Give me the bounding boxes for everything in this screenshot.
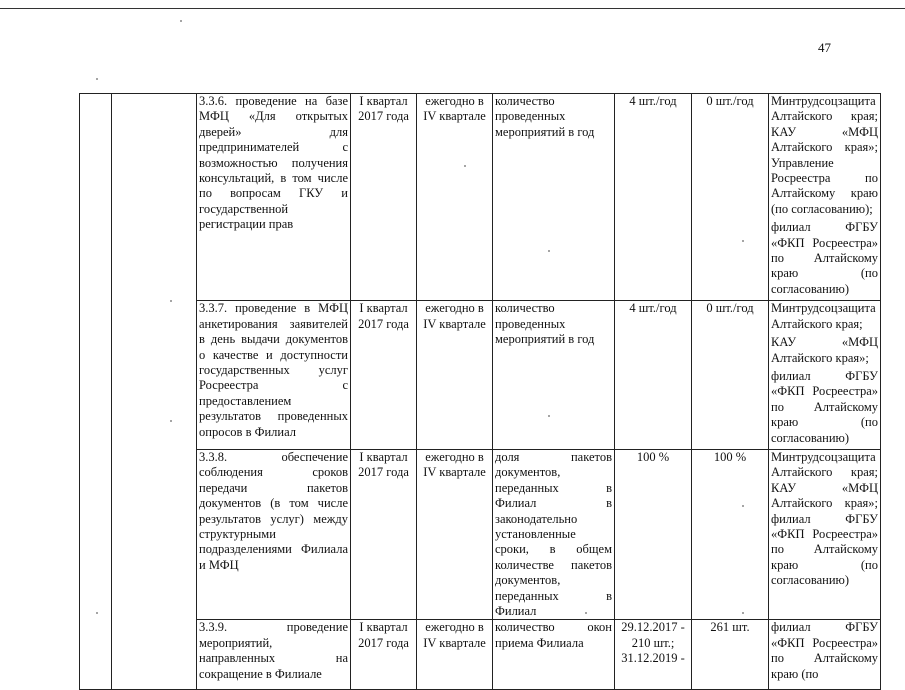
responsible-cell [769,94,881,301]
start-text: I квартал 2017 года [358,620,409,650]
number-column-cell [80,94,112,690]
section-column-cell [112,94,197,690]
start-cell: I квартал 2017 года [351,94,417,301]
target-value-cell: 100 % [615,449,692,619]
indicator-text: количество окон приема Филиала [495,620,612,650]
responsible-cell [769,301,881,450]
indicator-cell: количество проведенных мероприятий в год [493,94,615,301]
baseline-value-cell: 0 шт./год [692,301,769,450]
page-number: 47 [818,40,831,55]
table-row [80,301,881,450]
responsible-line: филиал ФГБУ «ФКП Росреестра» по Алтайскому краю (по согласованию) [771,368,878,445]
period-cell: ежегодно в IV квартале [417,94,493,301]
responsible-cell [769,620,881,690]
responsible-line: Минтрудсоцзащита Алтайского края; КАУ «МФЦ Алтайского края»; Управление Росреестра по Алтайскому краю (по согласованию); [771,94,878,216]
item-cell: 3.3.6. проведение на базе МФЦ «Для открытых дверей» для предпринимателей с возможностью получения консультаций, в том числе по вопросам ГКУ и государственной регистрации прав [197,94,351,301]
measures-table [79,93,881,690]
start-cell: I квартал 2017 года [351,449,417,619]
baseline-value-cell [692,620,769,690]
indicator-cell [493,620,615,690]
table-row [80,449,881,619]
responsible-line: Минтрудсоцзащита Алтайского края; [771,301,876,331]
responsible-cell [769,449,881,619]
baseline-value-cell: 0 шт./год [692,94,769,301]
baseline-text: 261 шт. [710,620,750,635]
top-rule [0,8,905,9]
period-cell [417,620,493,690]
target-value-cell [615,620,692,690]
start-cell: I квартал 2017 года [351,301,417,450]
baseline-value-cell: 100 % [692,449,769,619]
item-cell [197,620,351,690]
period-text: ежегодно в IV квартале [423,620,486,650]
item-text: 3.3.9. проведение мероприятий, направленных на сокращение в Филиале [199,620,348,681]
target-value-cell: 4 шт./год [615,94,692,301]
item-cell: 3.3.8. обеспечение соблюдения сроков передачи пакетов документов (в том числе результатов услуг) между структурными подразделениями Филиала и МФЦ [197,449,351,619]
responsible-line: филиал ФГБУ «ФКП Росреестра» по Алтайскому краю (по согласованию) [771,220,878,296]
responsible-line: Минтрудсоцзащита Алтайского края; КАУ «МФЦ Алтайского края»; филиал ФГБУ «ФКП Росреестра» по Алтайскому краю (по согласованию) [771,449,878,588]
table-row [80,94,881,301]
target-text: 29.12.2017 - 210 шт.; 31.12.2019 - [621,620,685,666]
item-cell: 3.3.7. проведение в МФЦ анкетирования заявителей в день выдачи документов о качестве и доступности государственных услуг Росреестра с предоставлением результатов проведенных опросов в Филиал [197,301,351,450]
start-cell [351,620,417,690]
responsible-line: КАУ «МФЦ Алтайского края»; [771,335,878,365]
period-cell: ежегодно в IV квартале [417,301,493,450]
period-cell: ежегодно в IV квартале [417,449,493,619]
indicator-cell: количество проведенных мероприятий в год [493,301,615,450]
table-row [80,620,881,690]
indicator-cell: доля пакетов документов, переданных в Филиал в законодательно установленные сроки, в общем количестве пакетов документов, переданных в Филиал [493,449,615,619]
responsible-line: филиал ФГБУ «ФКП Росреестра» по Алтайскому краю (по [771,620,878,681]
target-value-cell: 4 шт./год [615,301,692,450]
